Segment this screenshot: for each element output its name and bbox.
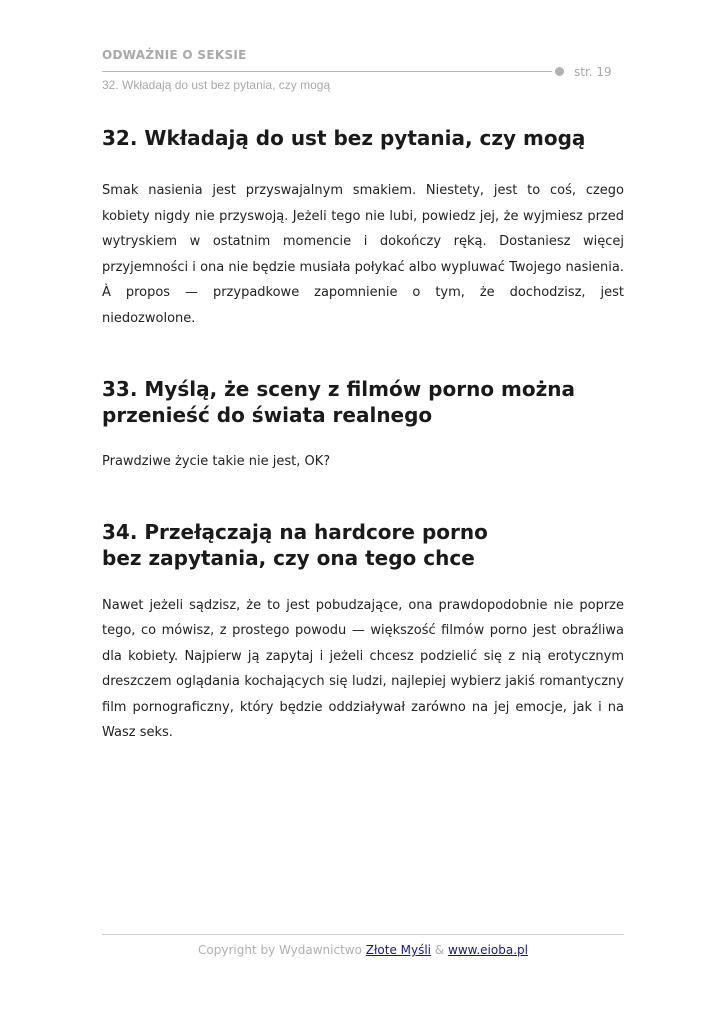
section-33-title xyxy=(102,376,624,428)
book-title: ODWAŻNIE O SEKSIE xyxy=(102,48,247,62)
copyright-text: Copyright by Wydawnictwo xyxy=(198,943,366,957)
page-header xyxy=(102,45,626,95)
footer-separator: & xyxy=(431,943,449,957)
section-33-title-line2: przenieść do świata realnego xyxy=(102,403,433,427)
page-number: str. 19 xyxy=(574,65,612,79)
section-34-body: Nawet jeżeli sądzisz, że to jest pobudzające, ona prawdopodobnie nie poprze tego, co mówisz, z prostego powodu — większość filmów porno jest obraźliwa dla kobiety. Najpierw ją zapytaj i jeżeli chcesz podzielić się z nią erotycznym dreszczem oglądania kochających się ludzi, najlepiej wybierz jakiś romantyczny film pornograficzny, który będzie oddziaływał zarówno na jej emocje, jak i na Wasz seks. xyxy=(102,597,624,740)
section-33-title-line1: 33. Myślą, że sceny z filmów porno można xyxy=(102,377,575,401)
section-34-title xyxy=(102,519,624,571)
footer-divider xyxy=(102,934,624,935)
chapter-subtitle: 32. Wkładają do ust bez pytania, czy mogą xyxy=(102,78,331,92)
header-divider xyxy=(102,71,552,72)
section-32-body: Smak nasienia jest przyswajalnym smakiem. Niestety, jest to coś, czego kobiety nigdy nie przyswoją. Jeżeli tego nie lubi, powiedz jej, że wyjmiesz przed wytryskiem w ostatnim momencie i dokończy ręką. Dostaniesz więcej przyjemności i ona nie będzie musiała połykać albo wypluwać Twojego nasienia. À propos — przypadkowe zapomnienie o tym, że dochodzisz, jest niedozwolone. xyxy=(102,183,624,326)
site-link[interactable]: www.eioba.pl xyxy=(448,943,528,957)
page-footer xyxy=(102,943,624,957)
page-content xyxy=(102,125,624,746)
section-32-title: 32. Wkładają do ust bez pytania, czy mogą xyxy=(102,126,586,150)
section-33-body: Prawdziwe życie takie nie jest, OK? xyxy=(102,454,331,469)
publisher-link[interactable]: Złote Myśli xyxy=(365,943,432,957)
section-34-title-line2: bez zapytania, czy ona tego chce xyxy=(102,545,475,570)
section-34-title-line1: 34. Przełączają na hardcore porno xyxy=(102,519,488,544)
bullet-icon xyxy=(555,67,564,76)
